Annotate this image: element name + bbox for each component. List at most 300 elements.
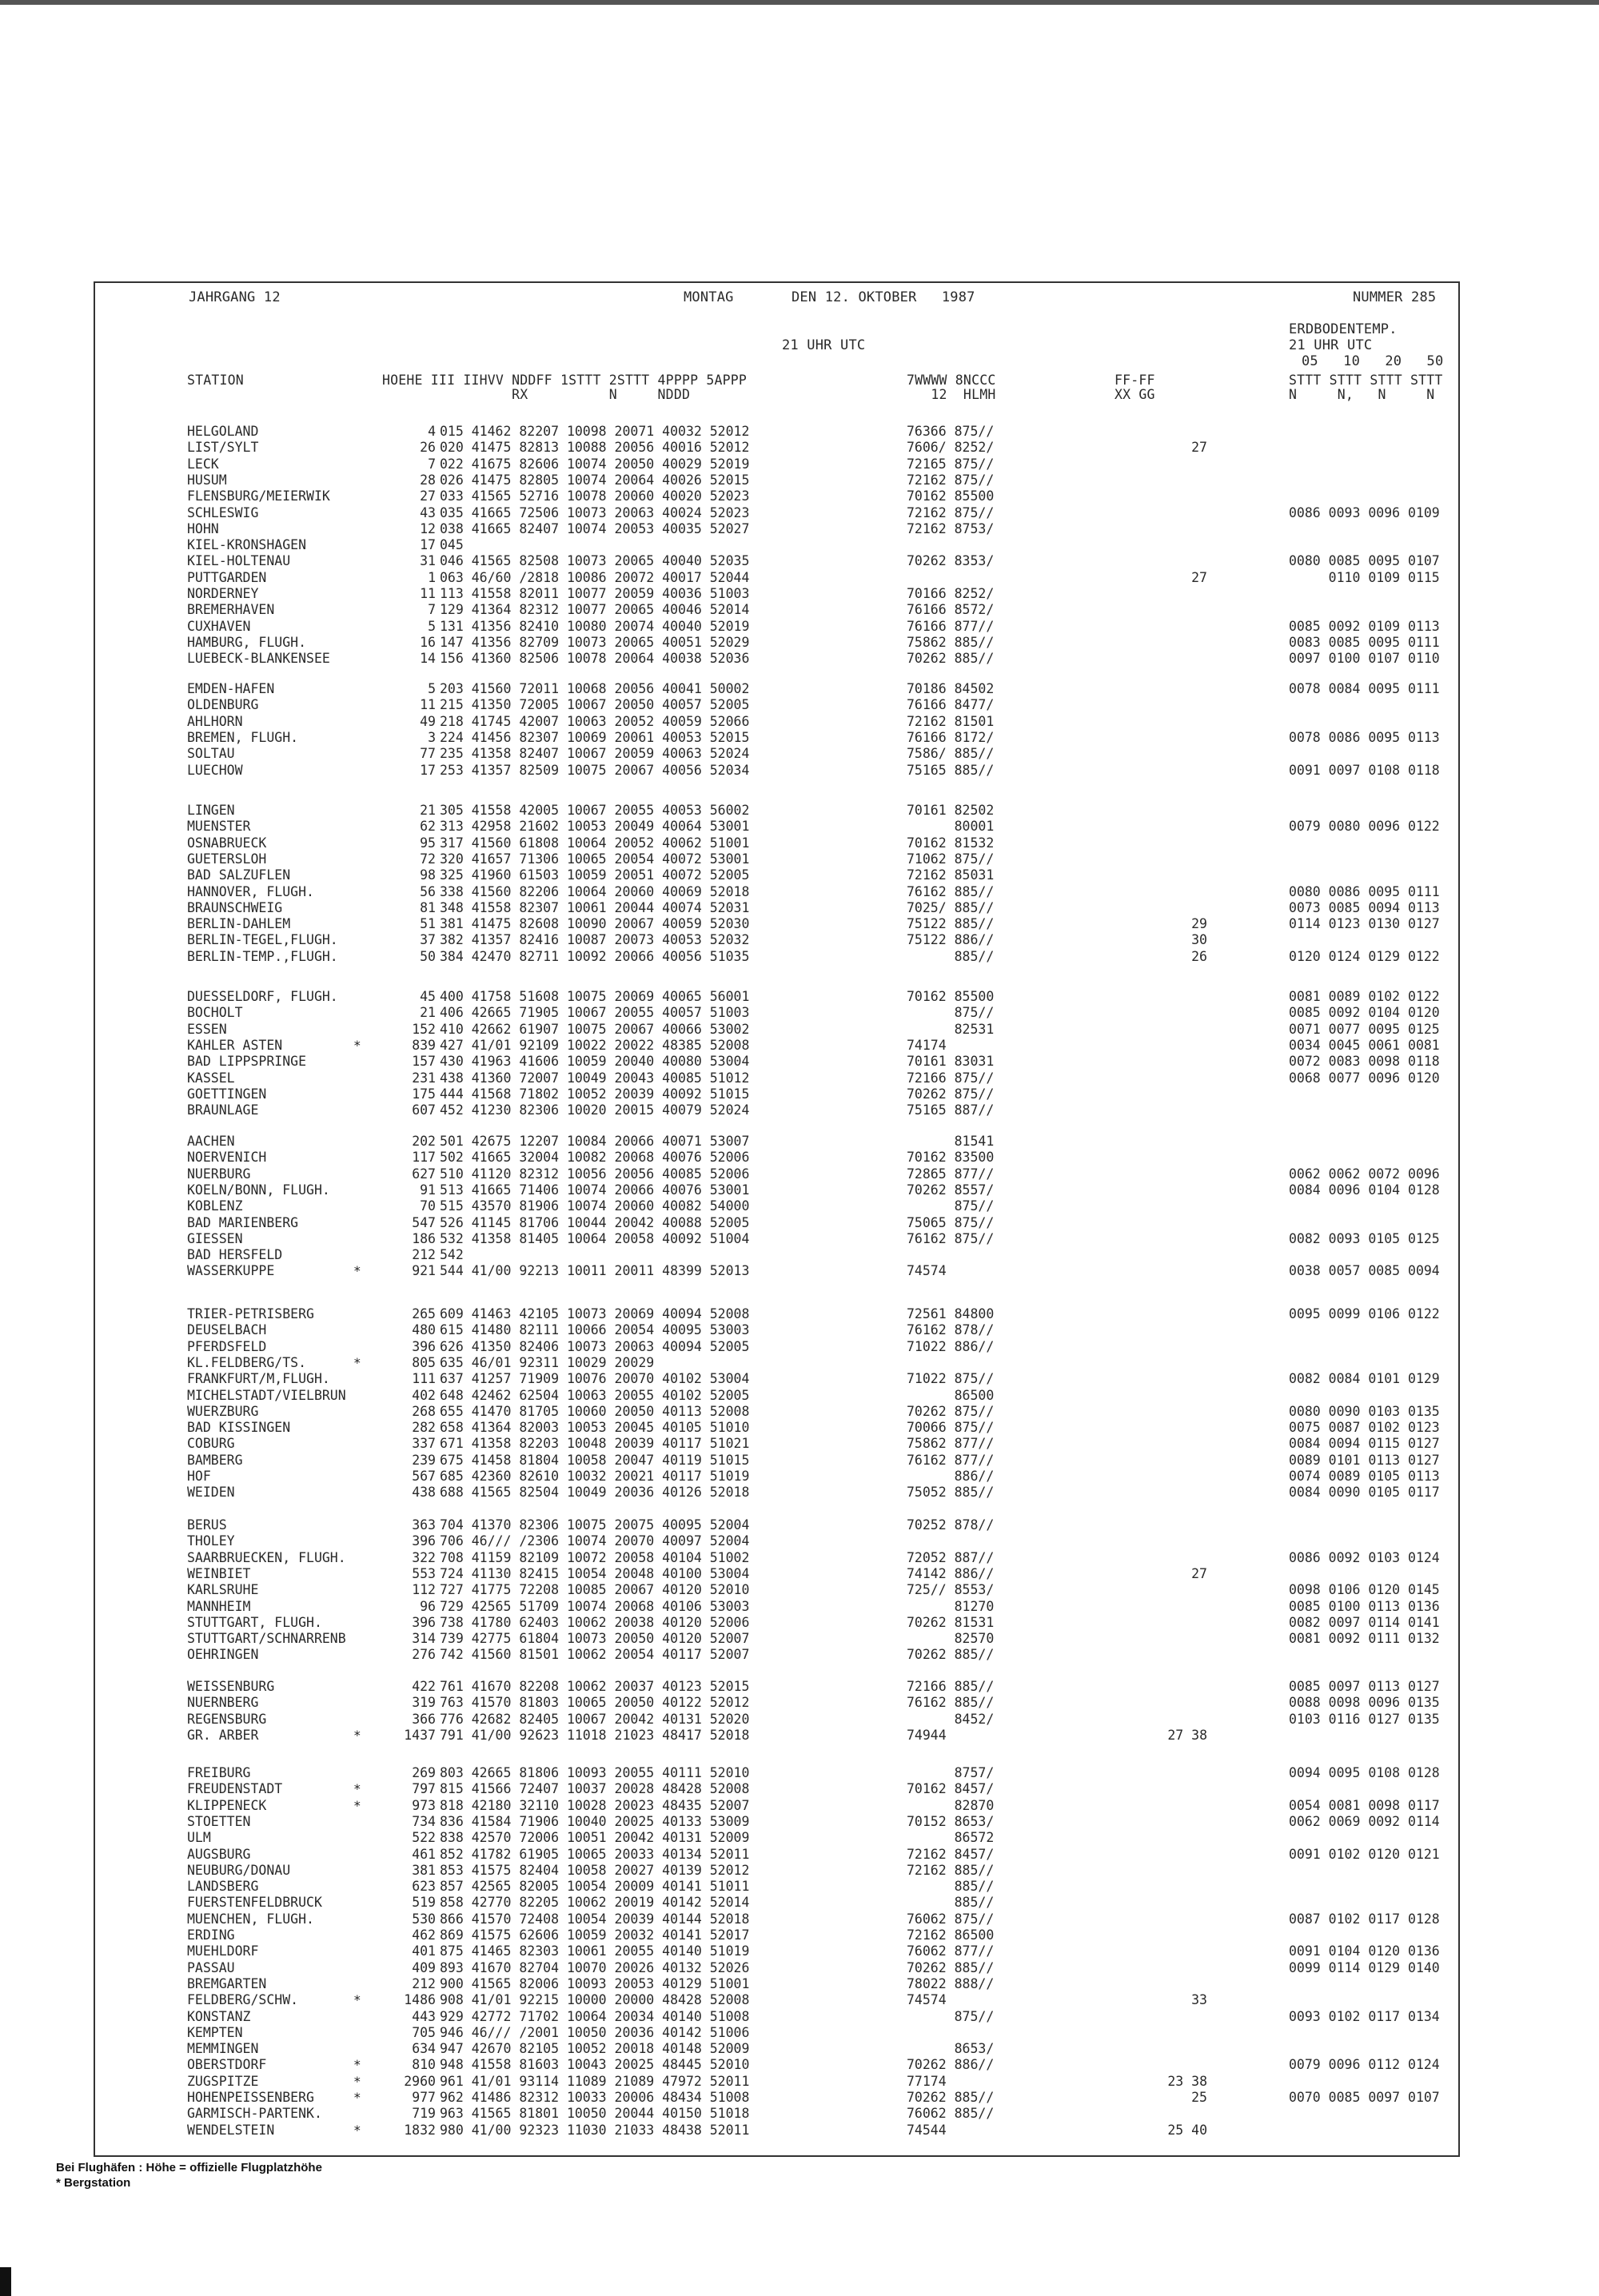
table-row — [0, 1615, 1599, 1631]
weather-codes: 70161 83031 — [907, 1054, 995, 1069]
top-edge-line — [0, 0, 1599, 5]
soil-temperatures: 0082 0093 0105 0125 — [1289, 1231, 1440, 1246]
day-label: MONTAG — [684, 289, 734, 305]
synop-codes: 729 42565 51709 10074 20068 40106 53003 — [440, 1599, 750, 1614]
station-height: 157 — [412, 1054, 436, 1069]
table-row — [0, 1814, 1599, 1830]
station-name: HOHENPEISSENBERG — [187, 2090, 314, 2105]
table-row — [0, 1863, 1599, 1879]
weather-codes: 76062 877// — [907, 1943, 995, 1959]
weather-codes: 74174 — [907, 1038, 947, 1053]
table-row — [0, 681, 1599, 697]
station-height: 623 — [412, 1879, 436, 1894]
synop-codes: 908 41/01 92215 10000 20000 48428 52008 — [440, 1992, 750, 2007]
soil-temperatures: 0091 0097 0108 0118 — [1289, 763, 1440, 778]
station-name: GOETTINGEN — [187, 1086, 267, 1102]
table-row — [0, 2009, 1599, 2025]
table-row — [0, 456, 1599, 472]
station-name: AHLHORN — [187, 714, 243, 729]
weather-codes: 70262 885// — [907, 1960, 995, 1975]
synop-codes: 675 41458 81804 10058 20047 40119 51015 — [440, 1453, 750, 1468]
synop-codes: 253 41357 82509 10075 20067 40056 52034 — [440, 763, 750, 778]
table-row — [0, 803, 1599, 819]
synop-codes: 742 41560 81501 10062 20054 40117 52007 — [440, 1647, 750, 1662]
synop-codes: 129 41364 82312 10077 20065 40046 52014 — [440, 602, 750, 617]
station-name: HAMBURG, FLUGH. — [187, 635, 307, 650]
synop-codes: 946 46/// /2001 10050 20036 40142 51006 — [440, 2025, 750, 2040]
weather-codes: 76166 8477/ — [907, 697, 995, 712]
synop-codes: 948 41558 81603 10043 20025 48445 52010 — [440, 2057, 750, 2072]
station-height: 322 — [412, 1550, 436, 1565]
weather-codes: 70152 8653/ — [907, 1814, 995, 1829]
station-height: 96 — [420, 1599, 436, 1614]
station-name: NUERNBERG — [187, 1695, 259, 1710]
station-name: WEISSENBURG — [187, 1679, 275, 1694]
weather-codes: 72561 84800 — [907, 1306, 995, 1321]
table-row — [0, 424, 1599, 440]
table-row — [0, 746, 1599, 762]
table-row — [0, 1847, 1599, 1863]
station-name: ERDING — [187, 1927, 235, 1943]
station-height: 62 — [420, 819, 436, 834]
station-name: STUTTGART, FLUGH. — [187, 1615, 322, 1630]
table-row — [0, 1943, 1599, 1959]
soil-temperatures: 0085 0100 0113 0136 — [1289, 1599, 1440, 1614]
synop-codes: 382 41357 82416 10087 20073 40053 52032 — [440, 932, 750, 947]
mountain-station-marker: * — [353, 1992, 361, 2007]
weather-codes: 82570 — [907, 1631, 995, 1646]
station-name: PUTTGARDEN — [187, 570, 267, 585]
weather-codes: 86500 — [907, 1388, 995, 1403]
synop-codes: 015 41462 82207 10098 20071 40032 52012 — [440, 424, 750, 439]
table-row — [0, 1679, 1599, 1695]
station-name: GARMISCH-PARTENK. — [187, 2106, 322, 2121]
synop-codes: 763 41570 81803 10065 20050 40122 52012 — [440, 1695, 750, 1710]
synop-codes: 033 41565 52716 10078 20060 40020 52023 — [440, 488, 750, 504]
station-name: OLDENBURG — [187, 697, 259, 712]
table-row — [0, 1231, 1599, 1247]
station-name: LANDSBERG — [187, 1879, 259, 1894]
station-height: 402 — [412, 1388, 436, 1403]
synop-codes: 658 41364 82003 10053 20045 40105 51010 — [440, 1420, 750, 1435]
table-row — [0, 1798, 1599, 1814]
station-height: 7 — [428, 602, 436, 617]
station-height: 72 — [420, 851, 436, 867]
station-height: 409 — [412, 1960, 436, 1975]
synop-codes: 727 41775 72208 10085 20067 40120 52010 — [440, 1582, 750, 1597]
station-height: 797 — [412, 1781, 436, 1796]
station-height: 81 — [420, 900, 436, 915]
wind-gusts: 27 — [1191, 440, 1207, 455]
station-height: 31 — [420, 553, 436, 568]
station-name: WUERZBURG — [187, 1404, 259, 1419]
table-row — [0, 2123, 1599, 2139]
station-name: GIESSEN — [187, 1231, 243, 1246]
station-name: BAD SALZUFLEN — [187, 867, 291, 883]
synop-codes: 510 41120 82312 10056 20056 40085 52006 — [440, 1166, 750, 1182]
synop-codes: 900 41565 82006 10093 20053 40129 51001 — [440, 1976, 750, 1991]
station-name: NEUBURG/DONAU — [187, 1863, 291, 1878]
soil-temperatures: 0080 0090 0103 0135 — [1289, 1404, 1440, 1419]
weather-codes: 70162 83500 — [907, 1150, 995, 1165]
table-row — [0, 1599, 1599, 1615]
synop-codes: 224 41456 82307 10069 20061 40053 52015 — [440, 730, 750, 745]
weather-codes: 75165 887// — [907, 1102, 995, 1118]
synop-codes: 513 41665 71406 10074 20066 40076 53001 — [440, 1182, 750, 1198]
synop-codes: 113 41558 82011 10077 20059 40036 51003 — [440, 586, 750, 601]
synop-codes: 022 41675 82606 10074 20050 40029 52019 — [440, 456, 750, 472]
synop-codes: 962 41486 82312 10033 20006 48434 51008 — [440, 2090, 750, 2105]
synop-codes: 406 42665 71905 10067 20055 40057 51003 — [440, 1005, 750, 1020]
table-row — [0, 1781, 1599, 1797]
synop-codes: 532 41358 81405 10064 20058 40092 51004 — [440, 1231, 750, 1246]
table-row — [0, 1879, 1599, 1895]
station-height: 422 — [412, 1679, 436, 1694]
weather-codes: 75862 877// — [907, 1436, 995, 1451]
station-name: LUEBECK-BLANKENSEE — [187, 651, 330, 666]
station-height: 634 — [412, 2041, 436, 2056]
table-row — [0, 989, 1599, 1005]
synop-codes: 685 42360 82610 10032 20021 40117 51019 — [440, 1469, 750, 1484]
synop-codes: 852 41782 61905 10065 20033 40134 52011 — [440, 1847, 750, 1862]
table-row — [0, 1070, 1599, 1086]
table-row — [0, 1728, 1599, 1744]
table-row — [0, 2041, 1599, 2057]
mountain-station-marker: * — [353, 1781, 361, 1796]
station-name: WASSERKUPPE — [187, 1263, 275, 1278]
column-main-codes: HOEHE III IIHVV NDDFF 1STTT 2STTT 4PPPP 5APPP — [382, 373, 748, 388]
weather-codes: 70262 885// — [907, 2090, 995, 2105]
station-height: 839 — [412, 1038, 436, 1053]
station-height: 17 — [420, 763, 436, 778]
table-row — [0, 472, 1599, 488]
station-height: 973 — [412, 1798, 436, 1813]
station-height: 21 — [420, 803, 436, 818]
synop-codes: 215 41350 72005 10067 20050 40057 52005 — [440, 697, 750, 712]
soil-temperatures: 0085 0092 0104 0120 — [1289, 1005, 1440, 1020]
weather-codes: 72162 86500 — [907, 1927, 995, 1943]
station-name: BREMGARTEN — [187, 1976, 267, 1991]
weather-codes: 7606/ 8252/ — [907, 440, 995, 455]
table-row — [0, 730, 1599, 746]
table-row — [0, 1517, 1599, 1533]
column-weather-codes: 7WWWW 8NCCC — [907, 373, 996, 388]
synop-codes: 803 42665 81806 10093 20055 40111 52010 — [440, 1765, 750, 1780]
station-name: MANNHEIM — [187, 1599, 251, 1614]
station-name: OBERSTDORF — [187, 2057, 267, 2072]
station-height: 337 — [412, 1436, 436, 1451]
weather-codes: 81270 — [907, 1599, 995, 1614]
table-row — [0, 602, 1599, 618]
station-height: 627 — [412, 1166, 436, 1182]
station-height: 77 — [420, 746, 436, 761]
weather-codes: 72166 885// — [907, 1679, 995, 1694]
table-row — [0, 916, 1599, 932]
mountain-station-marker: * — [353, 2074, 361, 2089]
station-name: FREUDENSTADT — [187, 1781, 283, 1796]
station-height: 2960 — [404, 2074, 436, 2089]
synop-codes: 156 41360 82506 10078 20064 40038 52036 — [440, 651, 750, 666]
station-height: 567 — [412, 1469, 436, 1484]
soil-temperatures: 0082 0097 0114 0141 — [1289, 1615, 1440, 1630]
station-name: LINGEN — [187, 803, 235, 818]
table-row — [0, 1631, 1599, 1647]
soil-temperatures: 0081 0089 0102 0122 — [1289, 989, 1440, 1004]
station-height: 269 — [412, 1765, 436, 1780]
station-name: LUECHOW — [187, 763, 243, 778]
weather-codes: 70262 8557/ — [907, 1182, 995, 1198]
synop-codes: 626 41350 82406 10073 20063 40094 52005 — [440, 1339, 750, 1354]
synop-codes: 381 41475 82608 10090 20067 40059 52030 — [440, 916, 750, 931]
weather-codes: 885// — [907, 1895, 995, 1910]
table-row — [0, 697, 1599, 713]
weather-codes: 70262 885// — [907, 651, 995, 666]
synop-codes: 893 41670 82704 10070 20026 40132 52026 — [440, 1960, 750, 1975]
synop-codes: 147 41356 82709 10073 20065 40051 52029 — [440, 635, 750, 650]
table-row — [0, 1992, 1599, 2008]
station-name: MUENSTER — [187, 819, 251, 834]
table-row — [0, 553, 1599, 569]
weather-codes: 71022 875// — [907, 1371, 995, 1386]
station-height: 810 — [412, 2057, 436, 2072]
station-height: 719 — [412, 2106, 436, 2121]
station-height: 27 — [420, 488, 436, 504]
table-row — [0, 949, 1599, 965]
synop-codes: 961 41/01 93114 11089 21089 47972 52011 — [440, 2074, 750, 2089]
weather-codes: 70162 85500 — [907, 989, 995, 1004]
synop-codes: 791 41/00 92623 11018 21023 48417 52018 — [440, 1728, 750, 1743]
mountain-station-marker: * — [353, 1038, 361, 1053]
station-name: TRIER-PETRISBERG — [187, 1306, 314, 1321]
synop-codes: 704 41370 82306 10075 20075 40095 52004 — [440, 1517, 750, 1533]
table-row — [0, 1712, 1599, 1728]
station-name: BAD HERSFELD — [187, 1247, 283, 1262]
table-row — [0, 1469, 1599, 1485]
weather-codes: 72162 875// — [907, 505, 995, 520]
station-height: 734 — [412, 1814, 436, 1829]
table-row — [0, 586, 1599, 602]
soil-temperatures: 0095 0099 0106 0122 — [1289, 1306, 1440, 1321]
synop-codes: 384 42470 82711 10092 20066 40056 51035 — [440, 949, 750, 964]
weather-codes: 886// — [907, 1469, 995, 1484]
synop-codes: 739 42775 61804 10073 20050 40120 52007 — [440, 1631, 750, 1646]
station-name: THOLEY — [187, 1533, 235, 1549]
soil-temperatures: 0054 0081 0098 0117 — [1289, 1798, 1440, 1813]
weather-codes: 70262 81531 — [907, 1615, 995, 1630]
station-name: KONSTANZ — [187, 2009, 251, 2024]
weather-codes: 76162 878// — [907, 1322, 995, 1337]
station-name: BAD KISSINGEN — [187, 1420, 291, 1435]
station-height: 70 — [420, 1198, 436, 1214]
table-row — [0, 1134, 1599, 1150]
station-name: BERUS — [187, 1517, 227, 1533]
station-name: CUXHAVEN — [187, 619, 251, 634]
table-row — [0, 851, 1599, 867]
station-height: 28 — [420, 472, 436, 488]
station-name: DEUSELBACH — [187, 1322, 267, 1337]
station-name: PFERDSFELD — [187, 1339, 267, 1354]
table-row — [0, 932, 1599, 948]
station-height: 111 — [412, 1371, 436, 1386]
station-height: 480 — [412, 1322, 436, 1337]
station-height: 50 — [420, 949, 436, 964]
station-height: 443 — [412, 2009, 436, 2024]
footnote-mountain-station: * Bergstation — [56, 2176, 131, 2190]
station-height: 91 — [420, 1182, 436, 1198]
weather-codes: 82870 — [907, 1798, 995, 1813]
synop-codes: 313 42958 21602 10053 20049 40064 53001 — [440, 819, 750, 834]
soil-temperatures: 0086 0093 0096 0109 — [1289, 505, 1440, 520]
station-name: BAMBERG — [187, 1453, 243, 1468]
synop-codes: 818 42180 32110 10028 20023 48435 52007 — [440, 1798, 750, 1813]
station-height: 98 — [420, 867, 436, 883]
weather-codes: 885// — [907, 949, 995, 964]
soil-temperatures: 0085 0092 0109 0113 — [1289, 619, 1440, 634]
synop-codes: 452 41230 82306 10020 20015 40079 52024 — [440, 1102, 750, 1118]
synop-codes: 929 42772 71702 10064 20034 40140 51008 — [440, 2009, 750, 2024]
synop-codes: 348 41558 82307 10061 20044 40074 52031 — [440, 900, 750, 915]
station-height: 1437 — [404, 1728, 436, 1743]
station-name: SAARBRUECKEN, FLUGH. — [187, 1550, 346, 1565]
synop-codes: 438 41360 72007 10049 20043 40085 51012 — [440, 1070, 750, 1086]
station-height: 438 — [412, 1485, 436, 1500]
table-row — [0, 1182, 1599, 1198]
station-name: WEINBIET — [187, 1566, 251, 1581]
weather-codes: 76166 8172/ — [907, 730, 995, 745]
weather-codes: 76162 885// — [907, 1695, 995, 1710]
weather-codes: 70262 875// — [907, 1404, 995, 1419]
weather-codes: 7586/ 885// — [907, 746, 995, 761]
station-height: 5 — [428, 619, 436, 634]
station-name: MEMMINGEN — [187, 2041, 259, 2056]
soil-temperatures: 0075 0087 0102 0123 — [1289, 1420, 1440, 1435]
table-row — [0, 2057, 1599, 2073]
station-name: HUSUM — [187, 472, 227, 488]
weather-codes: 80001 — [907, 819, 995, 834]
weather-codes: 77174 — [907, 2074, 947, 2089]
station-height: 977 — [412, 2090, 436, 2105]
wind-gusts: 29 — [1191, 916, 1207, 931]
table-row — [0, 1215, 1599, 1231]
station-height: 522 — [412, 1830, 436, 1845]
station-height: 95 — [420, 835, 436, 851]
station-name: BREMERHAVEN — [187, 602, 275, 617]
weather-codes: 8452/ — [907, 1712, 995, 1727]
weather-codes: 70262 875// — [907, 1086, 995, 1102]
station-name: KLIPPENECK — [187, 1798, 267, 1813]
soil-temperatures: 0085 0097 0113 0127 — [1289, 1679, 1440, 1694]
station-name: HOF — [187, 1469, 211, 1484]
soil-temperatures: 0073 0085 0094 0113 — [1289, 900, 1440, 915]
station-height: 14 — [420, 651, 436, 666]
synop-codes: 410 42662 61907 10075 20067 40066 53002 — [440, 1022, 750, 1037]
station-name: BAD LIPPSPRINGE — [187, 1054, 307, 1069]
station-name: LECK — [187, 456, 219, 472]
station-height: 282 — [412, 1420, 436, 1435]
station-height: 49 — [420, 714, 436, 729]
table-row — [0, 819, 1599, 835]
station-name: MUENCHEN, FLUGH. — [187, 1911, 314, 1927]
table-row — [0, 1102, 1599, 1118]
soil-temp-title: ERDBODENTEMP. — [1289, 321, 1398, 337]
soil-temperatures: 0081 0092 0111 0132 — [1289, 1631, 1440, 1646]
synop-codes: 838 42570 72006 10051 20042 40131 52009 — [440, 1830, 750, 1845]
synop-codes: 609 41463 42105 10073 20069 40094 52008 — [440, 1306, 750, 1321]
station-name: BERLIN-TEGEL,FLUGH. — [187, 932, 338, 947]
station-height: 56 — [420, 884, 436, 899]
synop-codes: 776 42682 82405 10067 20042 40131 52020 — [440, 1712, 750, 1727]
station-name: GR. ARBER — [187, 1728, 259, 1743]
station-name: MICHELSTADT/VIELBRUN — [187, 1388, 346, 1403]
soil-temperatures: 0091 0104 0120 0136 — [1289, 1943, 1440, 1959]
synop-codes: 542 — [440, 1247, 464, 1262]
station-name: REGENSBURG — [187, 1712, 267, 1727]
station-height: 152 — [412, 1022, 436, 1037]
table-row — [0, 1022, 1599, 1038]
weather-codes: 72166 875// — [907, 1070, 995, 1086]
synop-codes: 444 41568 71802 10052 20039 40092 51015 — [440, 1086, 750, 1102]
table-row — [0, 1247, 1599, 1263]
soil-temperatures: 0062 0062 0072 0096 — [1289, 1166, 1440, 1182]
table-row — [0, 1339, 1599, 1355]
table-row — [0, 1436, 1599, 1452]
station-height: 17 — [420, 537, 436, 552]
weather-codes: 8653/ — [907, 2041, 995, 2056]
soil-depths: 05 10 20 50 — [1302, 353, 1444, 369]
table-row — [0, 900, 1599, 916]
date-label: DEN 12. OKTOBER 1987 — [792, 289, 975, 305]
soil-temperatures: 0074 0089 0105 0113 — [1289, 1469, 1440, 1484]
station-height: 276 — [412, 1647, 436, 1662]
station-height: 4 — [428, 424, 436, 439]
wind-gusts: 26 — [1191, 949, 1207, 964]
table-row — [0, 2106, 1599, 2122]
weather-codes: 76062 885// — [907, 2106, 995, 2121]
station-name: KIEL-HOLTENAU — [187, 553, 291, 568]
station-name: ULM — [187, 1830, 211, 1845]
station-name: WENDELSTEIN — [187, 2123, 275, 2138]
station-height: 396 — [412, 1615, 436, 1630]
station-name: DUESSELDORF, FLUGH. — [187, 989, 338, 1004]
station-name: SCHLESWIG — [187, 505, 259, 520]
station-height: 45 — [420, 989, 436, 1004]
soil-temperatures: 0098 0106 0120 0145 — [1289, 1582, 1440, 1597]
station-height: 7 — [428, 456, 436, 472]
column-main-subcodes: RX N NDDD — [382, 387, 691, 402]
station-height: 3 — [428, 730, 436, 745]
soil-temperatures: 0071 0077 0095 0125 — [1289, 1022, 1440, 1037]
synop-codes: 655 41470 81705 10060 20050 40113 52008 — [440, 1404, 750, 1419]
table-row — [0, 1086, 1599, 1102]
column-wind-gust-sub: XX GG — [1115, 387, 1155, 402]
weather-codes: 8757/ — [907, 1765, 995, 1780]
weather-codes: 875// — [907, 1005, 995, 1020]
weather-codes: 72162 81501 — [907, 714, 995, 729]
synop-codes: 980 41/00 92323 11030 21033 48438 52011 — [440, 2123, 750, 2138]
wind-gusts: 23 38 — [1167, 2074, 1207, 2089]
column-weather-subcodes: 12 HLMH — [907, 387, 996, 402]
station-height: 519 — [412, 1895, 436, 1910]
station-height: 805 — [412, 1355, 436, 1370]
weather-codes: 875// — [907, 1198, 995, 1214]
weather-codes: 725// 8553/ — [907, 1582, 995, 1597]
table-row — [0, 1038, 1599, 1054]
synop-codes: 635 46/01 92311 10029 20029 — [440, 1355, 655, 1370]
station-name: OSNABRUECK — [187, 835, 267, 851]
station-name: KOBLENZ — [187, 1198, 243, 1214]
synop-codes: 963 41565 81801 10050 20044 40150 51018 — [440, 2106, 750, 2121]
soil-temperatures: 0114 0123 0130 0127 — [1289, 916, 1440, 931]
